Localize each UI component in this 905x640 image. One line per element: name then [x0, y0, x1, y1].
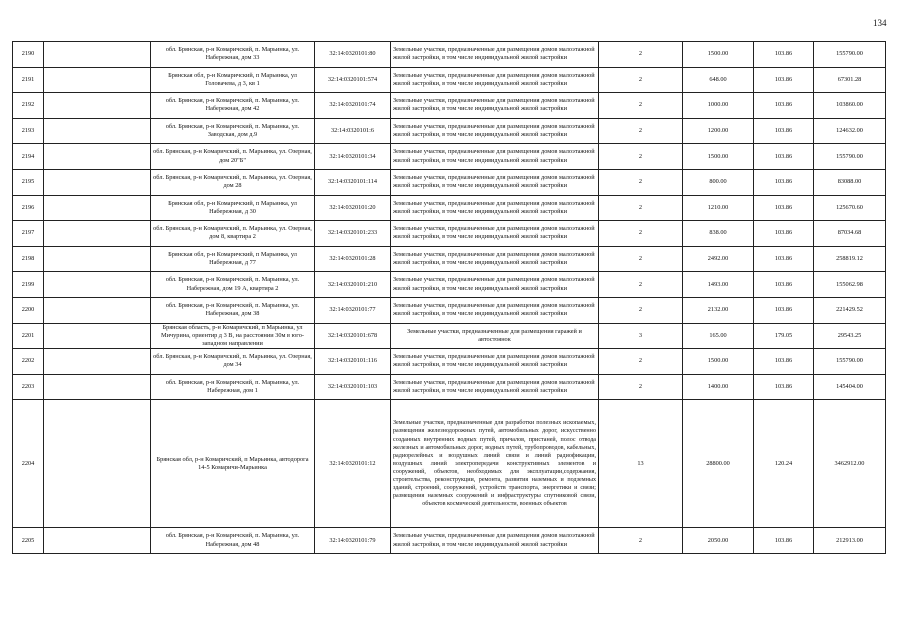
address-cell: Брянская область, р-н Комаричский, п Марьинка, ул Мичурина, ориентир д 3 В, на расстоянии 30м в юго-западном направлении: [151, 323, 315, 349]
use-group-cell: 2: [599, 374, 683, 400]
specific-value-cell: 103.86: [754, 246, 814, 272]
row-number-cell: 2193: [13, 118, 44, 144]
land-use-cell: Земельные участки, предназначенные для размещения домов малоэтажной жилой застройки, в том числе индивидуальной жилой застройки: [391, 169, 599, 195]
cadastral-value-cell: 125670.60: [814, 195, 886, 221]
area-cell: 1500.00: [683, 144, 754, 170]
cadastral-number-cell: 32:14:0320101:6: [315, 118, 391, 144]
row-number-cell: 2195: [13, 169, 44, 195]
cadastral-value-cell: 155062.98: [814, 272, 886, 298]
address-cell: обл. Брянская, р-н Комаричский, п. Марьинка, ул. Озерная, дом 20"Б": [151, 144, 315, 170]
cadastral-value-cell: 258819.12: [814, 246, 886, 272]
land-use-cell: Земельные участки, предназначенные для размещения домов малоэтажной жилой застройки, в том числе индивидуальной жилой застройки: [391, 195, 599, 221]
cadastral-number-cell: 32:14:0320101:28: [315, 246, 391, 272]
use-group-cell: 2: [599, 528, 683, 554]
land-use-cell: Земельные участки, предназначенные для размещения домов малоэтажной жилой застройки, в том числе индивидуальной жилой застройки: [391, 374, 599, 400]
use-group-cell: 2: [599, 246, 683, 272]
cadastral-number-cell: 32:14:0320101:74: [315, 93, 391, 119]
table-row: [13, 118, 886, 144]
address-cell: обл. Брянская, р-н Комаричский, п. Марьинка, ул. Набережная, дом 38: [151, 297, 315, 323]
specific-value-cell: 103.86: [754, 297, 814, 323]
row-number-cell: 2194: [13, 144, 44, 170]
table-row: [13, 349, 886, 375]
cadastral-number-cell: 32:14:0320101:574: [315, 67, 391, 93]
area-cell: 800.00: [683, 169, 754, 195]
area-cell: 2492.00: [683, 246, 754, 272]
row-number-cell: 2199: [13, 272, 44, 298]
cadastral-value-cell: 83088.00: [814, 169, 886, 195]
cadastral-value-cell: 29543.25: [814, 323, 886, 349]
area-cell: 1500.00: [683, 349, 754, 375]
cadastral-value-cell: 87034.68: [814, 221, 886, 247]
table-row: [13, 93, 886, 119]
use-group-cell: 13: [599, 400, 683, 528]
table-row: [13, 374, 886, 400]
cadastral-value-cell: 212913.00: [814, 528, 886, 554]
page-number: 134: [873, 18, 887, 28]
address-cell: обл. Брянская, р-н Комаричский, п. Марьинка, ул. Набережная, дом 19 А, квартира 2: [151, 272, 315, 298]
cadastral-number-cell: 32:14:0320101:116: [315, 349, 391, 375]
row-number-cell: 2201: [13, 323, 44, 349]
specific-value-cell: 103.86: [754, 349, 814, 375]
blank-cell: [44, 400, 151, 528]
cadastral-value-cell: 103860.00: [814, 93, 886, 119]
land-use-cell: Земельные участки, предназначенные для размещения домов малоэтажной жилой застройки, в том числе индивидуальной жилой застройки: [391, 528, 599, 554]
use-group-cell: 2: [599, 93, 683, 119]
specific-value-cell: 103.86: [754, 67, 814, 93]
land-use-cell: Земельные участки, предназначенные для размещения домов малоэтажной жилой застройки, в том числе индивидуальной жилой застройки: [391, 272, 599, 298]
cadastral-number-cell: 32:14:0320101:12: [315, 400, 391, 528]
cadastral-number-cell: 32:14:0320101:34: [315, 144, 391, 170]
specific-value-cell: 103.86: [754, 144, 814, 170]
blank-cell: [44, 297, 151, 323]
table-row: [13, 400, 886, 528]
blank-cell: [44, 67, 151, 93]
table-row: [13, 297, 886, 323]
specific-value-cell: 120.24: [754, 400, 814, 528]
specific-value-cell: 103.86: [754, 42, 814, 68]
area-cell: 28800.00: [683, 400, 754, 528]
blank-cell: [44, 528, 151, 554]
blank-cell: [44, 246, 151, 272]
address-cell: обл. Брянская, р-н Комаричский, п. Марьинка, ул. Озерная, дом 8, квартира 2: [151, 221, 315, 247]
cadastral-number-cell: 32:14:0320101:77: [315, 297, 391, 323]
land-use-cell: Земельные участки, предназначенные для размещения домов малоэтажной жилой застройки, в том числе индивидуальной жилой застройки: [391, 349, 599, 375]
address-cell: обл. Брянская, р-н Комаричский, п. Марьинка, ул. Озерная, дом 28: [151, 169, 315, 195]
area-cell: 838.00: [683, 221, 754, 247]
use-group-cell: 2: [599, 221, 683, 247]
area-cell: 1493.00: [683, 272, 754, 298]
area-cell: 2050.00: [683, 528, 754, 554]
specific-value-cell: 103.86: [754, 374, 814, 400]
table-row: [13, 169, 886, 195]
use-group-cell: 2: [599, 67, 683, 93]
table-row: [13, 528, 886, 554]
row-number-cell: 2205: [13, 528, 44, 554]
specific-value-cell: 103.86: [754, 118, 814, 144]
cadastral-value-cell: 155790.00: [814, 144, 886, 170]
cadastral-number-cell: 32:14:0320101:20: [315, 195, 391, 221]
table-row: [13, 323, 886, 349]
land-use-cell: Земельные участки, предназначенные для размещения домов малоэтажной жилой застройки, в том числе индивидуальной жилой застройки: [391, 93, 599, 119]
table-row: [13, 144, 886, 170]
row-number-cell: 2203: [13, 374, 44, 400]
blank-cell: [44, 144, 151, 170]
area-cell: 648.00: [683, 67, 754, 93]
cadastral-number-cell: 32:14:0320101:210: [315, 272, 391, 298]
blank-cell: [44, 374, 151, 400]
land-use-cell: Земельные участки, предназначенные для разработки полезных ископаемых, размещения железнодорожных путей, автомобильных дорог, искусственно созданных внутренних водных путей, причалов, пристаней, полос отвода железных и автомобильных дорог, водных путей, трубопроводов, кабельных, радиорелейных и воздушных линий связи и линий радиофикации, воздушных линий электропередачи конструктивных элементов и сооружений, объектов, необходимых для эксплуатации,содержания, строительства, реконструкции, ремонта, развития наземных и подземных зданий, строений, сооружений, устройств транспорта, энергетики и связи; размещения наземных сооружений и инфраструктуры спутниковой связи, объектов космической деятельности, военных объектов: [391, 400, 599, 528]
row-number-cell: 2192: [13, 93, 44, 119]
cadastral-value-cell: 67301.28: [814, 67, 886, 93]
row-number-cell: 2204: [13, 400, 44, 528]
area-cell: 1210.00: [683, 195, 754, 221]
specific-value-cell: 103.86: [754, 93, 814, 119]
address-cell: обл. Брянская, р-н Комаричский, п. Марьинка, ул. Заводская, дом д.9: [151, 118, 315, 144]
table-row: [13, 272, 886, 298]
cadastral-value-cell: 155790.00: [814, 42, 886, 68]
area-cell: 1200.00: [683, 118, 754, 144]
address-cell: обл. Брянская, р-н Комаричский, п. Марьинка, ул. Озерная, дом 34: [151, 349, 315, 375]
table-row: [13, 42, 886, 68]
specific-value-cell: 103.86: [754, 221, 814, 247]
cadastral-number-cell: 32:14:0320101:678: [315, 323, 391, 349]
use-group-cell: 2: [599, 42, 683, 68]
row-number-cell: 2190: [13, 42, 44, 68]
address-cell: Брянская обл, р-н Комаричский, п Марьинка, ул Головачева, д 3, кв 1: [151, 67, 315, 93]
row-number-cell: 2196: [13, 195, 44, 221]
land-use-cell: Земельные участки, предназначенные для размещения домов малоэтажной жилой застройки, в том числе индивидуальной жилой застройки: [391, 42, 599, 68]
table-row: [13, 195, 886, 221]
use-group-cell: 2: [599, 118, 683, 144]
row-number-cell: 2200: [13, 297, 44, 323]
land-use-cell: Земельные участки, предназначенные для размещения домов малоэтажной жилой застройки, в том числе индивидуальной жилой застройки: [391, 297, 599, 323]
specific-value-cell: 103.86: [754, 272, 814, 298]
blank-cell: [44, 195, 151, 221]
table-row: [13, 221, 886, 247]
row-number-cell: 2202: [13, 349, 44, 375]
table-row: [13, 67, 886, 93]
area-cell: 1400.00: [683, 374, 754, 400]
address-cell: Брянская обл, р-н Комаричский, п Марьинка, автодорога 14-5 Комаричи-Марьинка: [151, 400, 315, 528]
row-number-cell: 2197: [13, 221, 44, 247]
blank-cell: [44, 118, 151, 144]
specific-value-cell: 103.86: [754, 528, 814, 554]
row-number-cell: 2191: [13, 67, 44, 93]
area-cell: 1500.00: [683, 42, 754, 68]
cadastral-value-cell: 3462912.00: [814, 400, 886, 528]
use-group-cell: 2: [599, 144, 683, 170]
cadastral-number-cell: 32:14:0320101:103: [315, 374, 391, 400]
land-use-cell: Земельные участки, предназначенные для размещения гаражей и автостоянок: [391, 323, 599, 349]
cadastral-value-cell: 155790.00: [814, 349, 886, 375]
land-use-cell: Земельные участки, предназначенные для размещения домов малоэтажной жилой застройки, в том числе индивидуальной жилой застройки: [391, 246, 599, 272]
address-cell: Брянская обл, р-н Комаричский, п Марьинка, ул Набережная, д 30: [151, 195, 315, 221]
address-cell: обл. Брянская, р-н Комаричский, п. Марьинка, ул. Набережная, дом 1: [151, 374, 315, 400]
blank-cell: [44, 349, 151, 375]
cadastral-value-cell: 145404.00: [814, 374, 886, 400]
cadastral-value-cell: 221429.52: [814, 297, 886, 323]
use-group-cell: 2: [599, 272, 683, 298]
area-cell: 1000.00: [683, 93, 754, 119]
cadastral-number-cell: 32:14:0320101:233: [315, 221, 391, 247]
cadastral-value-cell: 124632.00: [814, 118, 886, 144]
table-row: [13, 246, 886, 272]
use-group-cell: 2: [599, 297, 683, 323]
area-cell: 2132.00: [683, 297, 754, 323]
area-cell: 165.00: [683, 323, 754, 349]
address-cell: Брянская обл, р-н Комаричский, п Марьинка, ул Набережная, д 77: [151, 246, 315, 272]
use-group-cell: 2: [599, 169, 683, 195]
address-cell: обл. Брянская, р-н Комаричский, п. Марьинка, ул. Набережная, дом 42: [151, 93, 315, 119]
row-number-cell: 2198: [13, 246, 44, 272]
cadastral-value-table: [12, 41, 886, 554]
cadastral-number-cell: 32:14:0320101:79: [315, 528, 391, 554]
blank-cell: [44, 42, 151, 68]
cadastral-number-cell: 32:14:0320101:114: [315, 169, 391, 195]
address-cell: обл. Брянская, р-н Комаричский, п. Марьинка, ул. Набережная, дом 33: [151, 42, 315, 68]
use-group-cell: 3: [599, 323, 683, 349]
address-cell: обл. Брянская, р-н Комаричский, п. Марьинка, ул. Набережная, дом 48: [151, 528, 315, 554]
blank-cell: [44, 221, 151, 247]
cadastral-number-cell: 32:14:0320101:80: [315, 42, 391, 68]
blank-cell: [44, 323, 151, 349]
land-use-cell: Земельные участки, предназначенные для размещения домов малоэтажной жилой застройки, в том числе индивидуальной жилой застройки: [391, 67, 599, 93]
blank-cell: [44, 169, 151, 195]
table-body: [13, 42, 886, 554]
use-group-cell: 2: [599, 195, 683, 221]
blank-cell: [44, 93, 151, 119]
land-use-cell: Земельные участки, предназначенные для размещения домов малоэтажной жилой застройки, в том числе индивидуальной жилой застройки: [391, 144, 599, 170]
specific-value-cell: 179.05: [754, 323, 814, 349]
specific-value-cell: 103.86: [754, 195, 814, 221]
specific-value-cell: 103.86: [754, 169, 814, 195]
land-use-cell: Земельные участки, предназначенные для размещения домов малоэтажной жилой застройки, в том числе индивидуальной жилой застройки: [391, 118, 599, 144]
land-use-cell: Земельные участки, предназначенные для размещения домов малоэтажной жилой застройки, в том числе индивидуальной жилой застройки: [391, 221, 599, 247]
blank-cell: [44, 272, 151, 298]
use-group-cell: 2: [599, 349, 683, 375]
